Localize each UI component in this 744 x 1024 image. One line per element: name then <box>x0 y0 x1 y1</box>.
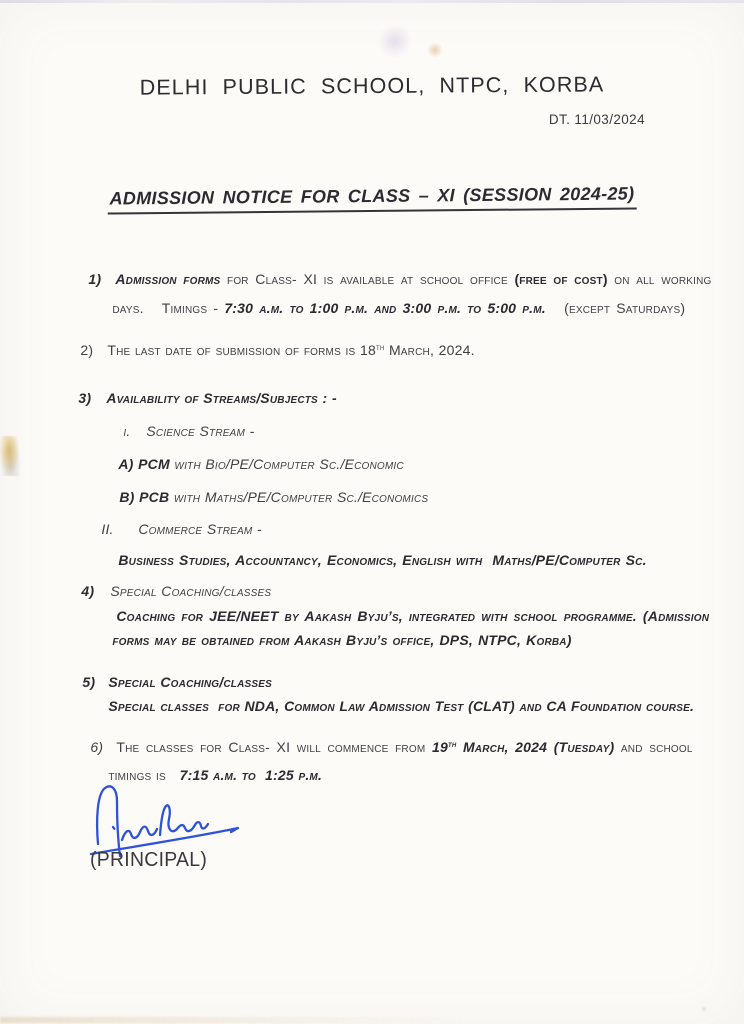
school-name: DELHI PUBLIC SCHOOL, NTPC, KORBA <box>139 72 605 100</box>
scan-smudge-yellow <box>0 436 20 476</box>
item-5-number: 5) <box>82 674 96 690</box>
commerce-stream-numeral: II. <box>101 521 114 537</box>
item-5-heading-text: Special Coaching/classes <box>108 674 273 690</box>
item-6-number: 6) <box>90 739 104 755</box>
item-1-text: for Class- XI is available at school office <box>220 271 515 287</box>
item-5-text: Special classes for NDA, Common Law Admission Test (CLAT) and CA Foundation course. <box>108 698 695 714</box>
option-b-subjects: Maths/PE/Computer Sc./Economics <box>204 489 429 505</box>
item-6-ordinal-suffix: th <box>447 739 457 749</box>
item-6-timings: 7:15 a.m. to 1:25 p.m. <box>179 767 323 783</box>
item-6-text: and school <box>614 739 693 755</box>
principal-label: (PRINCIPAL) <box>90 849 208 871</box>
item-1-text: on all working <box>607 271 712 287</box>
item-1-free-of-cost: (free of cost) <box>514 271 608 287</box>
item-4-text: Coaching for JEE/NEET by Aakash Byju’s, integrated with school programme. (Admission <box>116 608 710 624</box>
item-4-text: forms may be obtained from Aakash Byju’s office, DPS, NTPC, Korba) <box>112 632 572 648</box>
item-6-date: March, 2024 (Tuesday) <box>456 739 615 755</box>
item-1-text: days. Timings - <box>112 300 225 316</box>
item-1-number: 1) <box>88 271 102 287</box>
item-4-number: 4) <box>81 583 95 599</box>
item-4-heading-text: Special Coaching/classes <box>110 583 272 599</box>
item-6-date: 19 <box>431 739 448 755</box>
option-a-lead: A) PCM <box>118 456 170 472</box>
option-a-subjects: Bio/PE/Computer Sc./Economic <box>205 456 404 472</box>
science-stream-label: Science Stream - <box>146 423 255 439</box>
commerce-stream-label: Commerce Stream - <box>138 521 262 537</box>
scan-edge-bottom <box>0 1017 470 1023</box>
scan-smudge-purple <box>378 26 412 60</box>
notice-date: DT. 11/03/2024 <box>548 112 645 127</box>
science-stream-numeral: i. <box>123 423 131 439</box>
scan-edge-top <box>0 0 744 3</box>
commerce-subjects-text: Business Studies, Accountancy, Economics, English with Maths/PE/Computer Sc. <box>118 552 647 568</box>
item-1-timings: 7:30 a.m. to 1:00 p.m. and 3:00 p.m. to 5:00 p.m. <box>224 300 546 316</box>
item-6-text: The classes for Class- XI will commence from <box>116 739 432 755</box>
notice-title: ADMISSION NOTICE FOR CLASS – XI (SESSION 2024-25) <box>107 183 636 214</box>
item-6-text: timings is <box>108 767 180 783</box>
item-3-number: 3) <box>78 390 92 406</box>
item-1-text: (except Saturdays) <box>545 300 686 316</box>
item-2-ordinal-suffix: th <box>375 342 385 352</box>
item-2-text: The last date of submission of forms is 18 <box>107 342 376 358</box>
item-3-heading-text: Availability of Streams/Subjects : - <box>106 390 337 406</box>
option-b-mid: with <box>169 489 205 505</box>
scan-speck <box>700 1006 708 1012</box>
option-a-mid: with <box>169 456 206 472</box>
item-2-text: March, 2024. <box>384 342 475 358</box>
option-b-lead: B) PCB <box>119 489 170 505</box>
item-1-text-emphasis: Admission forms <box>115 271 221 287</box>
item-2-number: 2) <box>80 342 94 358</box>
scan-smudge-orange <box>427 42 443 58</box>
